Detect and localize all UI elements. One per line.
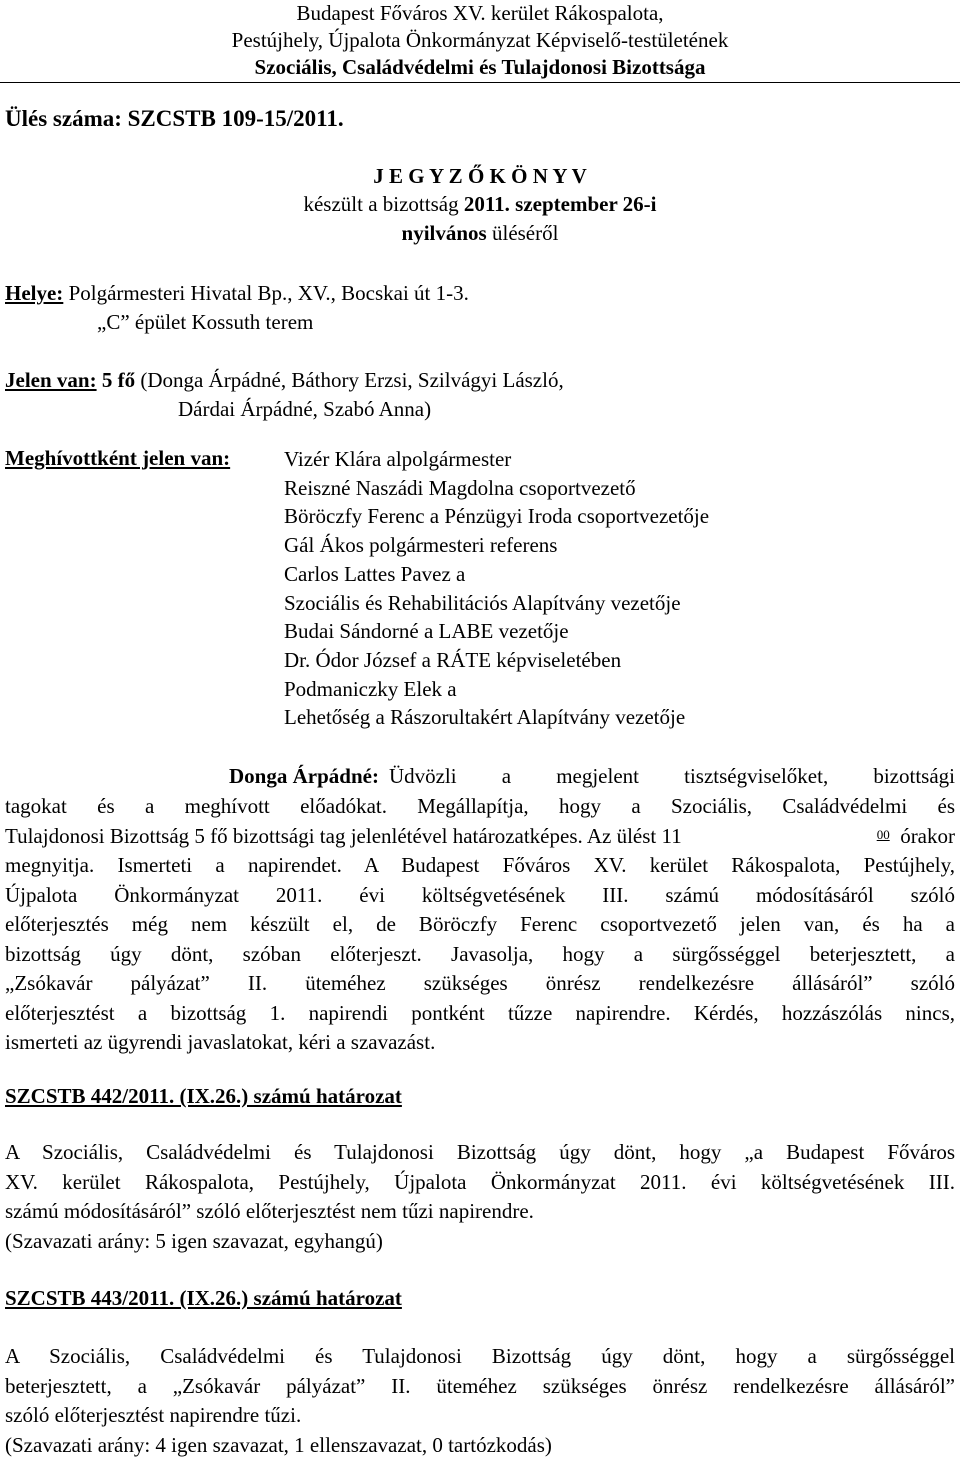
invited-item: Carlos Lattes Pavez a — [284, 561, 466, 586]
location-value: Polgármesteri Hivatal Bp., XV., Bocskai út 1-3. — [68, 281, 469, 305]
speech-line: megnyitja. Ismerteti a napirendet. A Budapest Főváros XV. kerület Rákospalota, Pestújhely, — [5, 853, 955, 877]
present-count: 5 fő — [101, 368, 136, 392]
invited-item: Dr. Ódor József a RÁTE képviseletében — [284, 647, 622, 672]
resolution-1-title: SZCSTB 442/2011. (IX.26.) számú határozat — [5, 1084, 402, 1108]
resolution-2-title: SZCSTB 443/2011. (IX.26.) számú határozat — [5, 1286, 402, 1310]
resolution-line: szóló előterjesztést napirendre tűzi. — [5, 1403, 302, 1427]
invited-item: Lehetőség a Rászorultakért Alapítvány vezetője — [284, 705, 686, 730]
invited-list — [284, 445, 709, 732]
invited-item: Szociális és Rehabilitációs Alapítvány vezetője — [284, 590, 681, 615]
speech-line: tagokat és a meghívott előadókat. Megállapítja, hogy a Szociális, Családvédelmi és — [5, 794, 955, 818]
speech-line: Újpalota Önkormányzat 2011. évi költségvetésének III. számú módosításáról szóló — [5, 882, 955, 907]
resolution-line: A Szociális, Családvédelmi és Tulajdonosi Bizottság úgy dönt, hogy „a Budapest Főváros — [5, 1140, 955, 1164]
invited-item: Vizér Klára alpolgármester — [284, 447, 512, 471]
invited-item: Gál Ákos polgármesteri referens — [284, 533, 558, 558]
resolution-1-vote: (Szavazati arány: 5 igen szavazat, egyhangú) — [5, 1228, 383, 1253]
header-divider — [0, 82, 960, 83]
invited-label: Meghívottként jelen van: — [5, 446, 231, 470]
time-minutes: 00 — [876, 826, 890, 842]
location — [5, 280, 469, 306]
session-label: Ülés száma: — [5, 106, 122, 131]
resolution-1-body — [5, 1138, 955, 1256]
present-label: Jelen van: — [5, 368, 97, 392]
document-title: J E G Y Z Ő K Ö N Y V — [373, 164, 587, 188]
invited-item: Böröczfy Ferenc a Pénzügyi Iroda csoportvezetője — [284, 504, 710, 529]
invited-item: Reiszné Naszádi Magdolna csoportvezető — [284, 475, 636, 500]
present — [5, 367, 564, 393]
resolution-line: beterjesztett, a „Zsókavár pályázat” II. üteméhez szükséges önrész rendelkezésre állásáról” — [5, 1373, 955, 1398]
speech-first-line — [229, 763, 955, 789]
present-names-2: Dárdai Árpádné, Szabó Anna) — [178, 397, 432, 421]
speech-line: bizottság úgy dönt, szóban előterjeszt. Javasolja, hogy a sürgősséggel beterjesztett, a — [5, 941, 955, 966]
speech-line-3a: Tulajdonosi Bizottság 5 fő bizottsági tag jelenlétével határozatképes. Az ülést 11 — [5, 823, 682, 848]
speech-line: előterjesztés még nem készült el, de Böröczfy Ferenc csoportvezető jelen van, és ha a — [5, 912, 955, 936]
resolution-line: számú módosításáról” szóló előterjesztést nem tűzi napirendre. — [5, 1199, 534, 1223]
invited-item: Podmaniczky Elek a — [284, 676, 457, 701]
speech-body — [5, 792, 955, 1058]
session-value: SZCSTB 109-15/2011. — [127, 106, 344, 131]
session-number — [5, 106, 344, 132]
title-line-2 — [0, 191, 960, 217]
resolution-line: XV. kerület Rákospalota, Pestújhely, Újpalota Önkormányzat 2011. évi költségvetésének III. — [5, 1169, 955, 1194]
resolution-2-vote: (Szavazati arány: 4 igen szavazat, 1 ellenszavazat, 0 tartózkodás) — [5, 1432, 552, 1457]
resolution-2-body — [5, 1342, 955, 1460]
meeting-type: nyilvános — [401, 221, 487, 245]
location-label: Helye: — [5, 281, 64, 305]
title-line-2a: készült a bizottság — [303, 192, 459, 216]
speech-line — [5, 822, 955, 852]
header-line-2: Pestújhely, Újpalota Önkormányzat Képviselő-testületének — [231, 28, 729, 52]
header-line-3: Szociális, Családvédelmi és Tulajdonosi Bizottsága — [254, 55, 706, 79]
location-building: „C” épület Kossuth terem — [97, 310, 314, 334]
title-line-3b: üléséről — [491, 221, 559, 245]
speaker-name: Donga Árpádné: — [229, 764, 379, 788]
invited-item: Budai Sándorné a LABE vezetője — [284, 619, 569, 644]
speech-line-3b: órakor — [900, 823, 955, 848]
speech-line: előterjesztést a bizottság 1. napirendi pontként tűzze napirendre. Kérdés, hozzászólás nincs, — [5, 1000, 955, 1025]
speech-line: ismerteti az ügyrendi javaslatokat, kéri a szavazást. — [5, 1030, 436, 1054]
meeting-date: 2011. szeptember 26-i — [463, 192, 657, 216]
header-line-1: Budapest Főváros XV. kerület Rákospalota, — [296, 1, 664, 25]
title-line-3 — [0, 220, 960, 246]
resolution-line: A Szociális, Családvédelmi és Tulajdonosi Bizottság úgy dönt, hogy a sürgősséggel — [5, 1344, 955, 1368]
speech-line-1: Üdvözli a megjelent tisztségviselőket, bizottsági — [388, 764, 955, 788]
present-names-1: (Donga Árpádné, Báthory Erzsi, Szilvágyi László, — [140, 368, 564, 392]
speech-line: „Zsókavár pályázat” II. üteméhez szükséges önrész rendelkezésre állásáról” szóló — [5, 971, 955, 995]
